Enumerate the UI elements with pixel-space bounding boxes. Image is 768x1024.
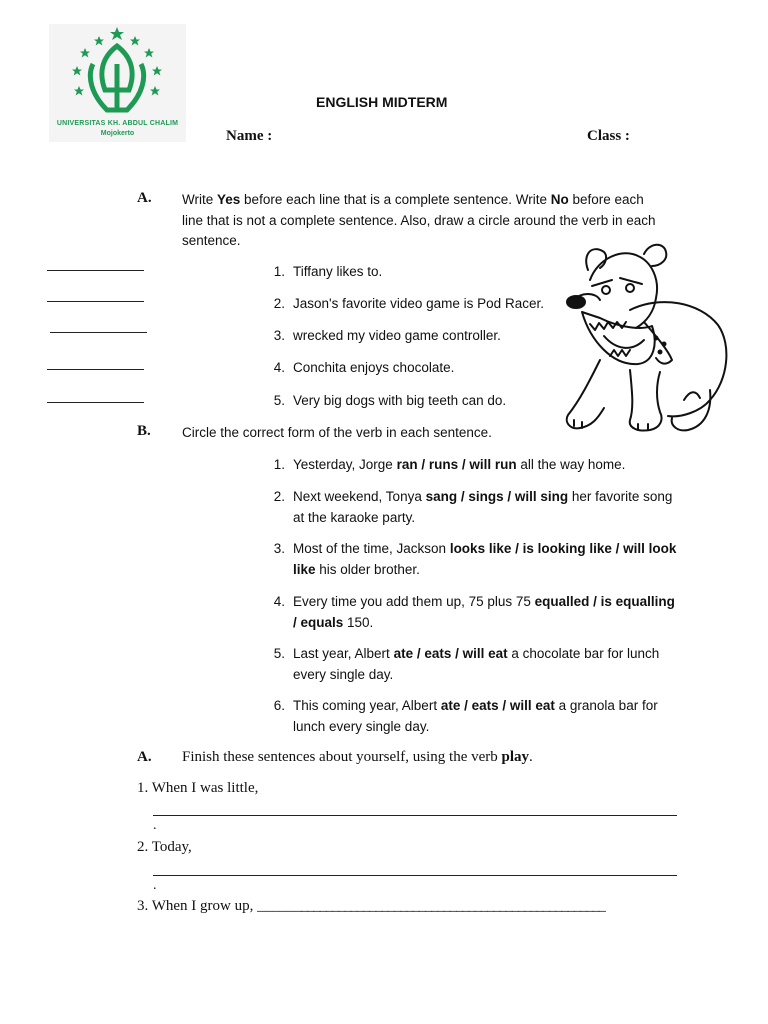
list-item-number: 4. [273, 360, 285, 375]
page-title: ENGLISH MIDTERM [316, 94, 448, 110]
list-item: This coming year, Albert ate / eats / will eat a granola bar for lunch every single day. [293, 698, 658, 734]
section-a-instructions: Write Yes before each line that is a complete sentence. Write No before each line that is not a complete sentence. Also, draw a circle around the verb in each sentence. [182, 192, 656, 248]
prompt-3: 3. When I grow up, _______________________________________________________ [137, 898, 605, 914]
list-item-number: 5. [273, 646, 285, 661]
answer-line-3[interactable]: __________________________________________________ [294, 898, 605, 914]
section-b-instructions: Circle the correct form of the verb in each sentence. [182, 425, 492, 440]
class-label: Class : [587, 128, 630, 144]
list-item-number: 3. [273, 541, 285, 556]
angry-dog-illustration [560, 240, 732, 436]
list-item: wrecked my video game controller. [293, 328, 501, 343]
list-item: Last year, Albert ate / eats / will eat a chocolate bar for lunch every single day. [293, 646, 660, 682]
list-item: Most of the time, Jackson looks like / is looking like / will look like his older brother. [293, 541, 677, 577]
answer-blank-1[interactable] [47, 270, 144, 271]
answer-blank-2[interactable] [47, 301, 144, 302]
logo-emblem-icon [49, 24, 186, 119]
list-item-number: 4. [273, 594, 285, 609]
answer-line-2[interactable] [153, 875, 677, 876]
list-item-number: 2. [273, 296, 285, 311]
university-logo [49, 24, 186, 142]
section-c-letter: A. [137, 749, 152, 765]
prompt-2: 2. Today, [137, 839, 192, 855]
list-item: Tiffany likes to. [293, 264, 383, 279]
answer-blank-3[interactable] [50, 332, 147, 333]
section-a-letter: A. [137, 190, 152, 206]
list-item-number: 2. [273, 489, 285, 504]
answer-blank-5[interactable] [47, 402, 144, 403]
section-c-instructions: Finish these sentences about yourself, using the verb play. [182, 749, 533, 765]
list-item: Yesterday, Jorge ran / runs / will run all the way home. [293, 457, 626, 472]
list-item: Next weekend, Tonya sang / sings / will sing her favorite song at the karaoke party. [293, 489, 673, 525]
list-item-number: 1. [273, 264, 285, 279]
list-item: Conchita enjoys chocolate. [293, 360, 455, 375]
list-item-number: 6. [273, 698, 285, 713]
answer-blank-4[interactable] [47, 369, 144, 370]
prompt-1: 1. When I was little, [137, 780, 259, 796]
list-item-number: 3. [273, 328, 285, 343]
list-item: Jason's favorite video game is Pod Racer. [293, 296, 544, 311]
list-item: Every time you add them up, 75 plus 75 equalled / is equalling / equals 150. [293, 594, 675, 630]
list-item-number: 5. [273, 393, 285, 408]
section-b-letter: B. [137, 423, 151, 439]
name-label: Name : [226, 128, 273, 144]
logo-city: Mojokerto [100, 130, 135, 137]
list-item-number: 1. [273, 457, 285, 472]
line-end-dot: . [153, 878, 157, 893]
answer-line-1[interactable] [153, 815, 677, 816]
line-end-dot: . [153, 818, 157, 833]
logo-university-name: UNIVERSITAS KH. ABDUL CHALIM [56, 120, 179, 127]
list-item: Very big dogs with big teeth can do. [293, 393, 507, 408]
